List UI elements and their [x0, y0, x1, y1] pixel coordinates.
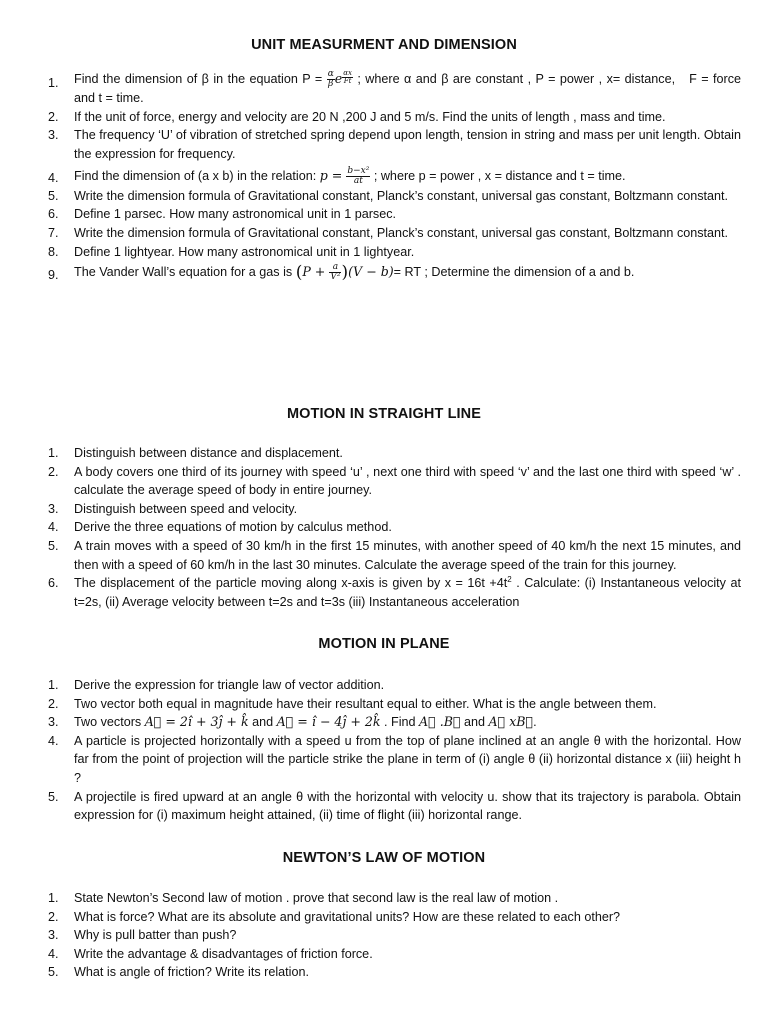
question-item: 4. Find the dimension of (a x b) in the relation: p = $\frac{\text{b−x²}}{at}$ ; where p = power , x = distance and t = time.	[48, 165, 626, 186]
section-title-unit: UNIT MEASURMENT AND DIMENSION	[251, 37, 517, 53]
question-item: 4. Derive the three equations of motion by calculus method.	[48, 520, 392, 535]
section-title-newton: NEWTON’S LAW OF MOTION	[282, 850, 486, 866]
question-list-unit	[0, 68, 768, 282]
section-title-motion-plane: MOTION IN PLANE	[318, 636, 450, 652]
question-item: 1. Derive the expression for triangle law of vector addition.	[48, 678, 385, 692]
question-item: 2. A body covers one third of its journey with speed ‘u’ , next one third with speed ‘v’ and the last one third with speed ‘w’ . calculate the average speed of body in entire journey.	[48, 464, 741, 498]
question-item: 5. What is angle of friction? Write its relation.	[48, 965, 309, 980]
question-item: 3. Two vectors A⃗ = 2î + 3ĵ + k̂ and A⃗ = î − 4ĵ + 2k̂ . Find A⃗ .B⃗ and A⃗ xB⃗.	[48, 714, 537, 730]
question-item: 1. Distinguish between distance and displacement.	[48, 446, 343, 460]
question-item: 3. The frequency ‘U’ of vibration of stretched spring depend upon length, tension in string and mass per unit length. Obtain the expression for frequency.	[48, 128, 741, 161]
question-item: 4. Write the advantage & disadvantages of friction force.	[48, 946, 373, 961]
question-list-newton	[0, 889, 768, 982]
question-item: 5. A projectile is fired upward at an angle θ with the horizontal with velocity u. show that its trajectory is parabola. Obtain expression for (i) maximum height attained, (ii) time of flight (iii) horizontal range.	[48, 789, 741, 823]
question-item: 5. A train moves with a speed of 30 km/h in the first 15 minutes, with another speed of 40 km/h the next 15 minutes, and then with a speed of 60 km/h in the last 30 minutes. Calculate the average speed of the train for this journey.	[48, 538, 741, 572]
question-item: 8. Define 1 lightyear. How many astronomical unit in 1 lightyear.	[48, 244, 415, 259]
formula-fraction: $\frac{\alpha}{\beta}$	[327, 69, 334, 90]
question-item: 2. If the unit of force, energy and velocity are 20 N ,200 J and 5 m/s. Find the units of length , mass and time.	[48, 109, 666, 124]
formula-exponent: $\frac{\alpha x}{Ft}$	[343, 69, 352, 85]
question-item: 7. Write the dimension formula of Gravitational constant, Planck’s constant, universal gas constant, Boltzmann constant.	[48, 225, 729, 240]
section-title-straight-line: MOTION IN STRAIGHT LINE	[286, 406, 481, 422]
formula-fraction: $\frac{\text{b−x²}}{at}$	[347, 165, 370, 186]
question-item: 9. The Vander Wall’s equation for a gas is (P + $\frac{a}{\text{V²}}$ )(V − b)= RT ; Determine the dimension of a and b.	[48, 262, 635, 283]
question-item: 4. A particle is projected horizontally with a speed u from the top of plane inclined at an angle θ with the horizontal. How far from the point of projection will the particle strike the plane in term of (i) angle θ (ii) horizontal distance x (iii) height h ?	[48, 733, 741, 785]
question-item: 2. Two vector both equal in magnitude have their resultant equal to either. What is the angle between them.	[48, 696, 657, 711]
question-list-straight-line	[0, 444, 768, 611]
formula-fraction: $\frac{a}{\text{V²}}$	[330, 262, 341, 283]
question-item: 6. The displacement of the particle moving along x-axis is given by $x = 16t +4t^2$ . Calculate: (i) Instantaneous velocity at t=2s, (ii) Average velocity between t=2s and t=3s (iii) Instantaneous acceleration	[48, 574, 741, 609]
question-item: 3. Distinguish between speed and velocity.	[48, 501, 298, 516]
question-item: 3. Why is pull batter than push?	[48, 928, 237, 943]
question-item: 2. What is force? What are its absolute and gravitational units? How are these related to each other?	[48, 909, 621, 924]
question-item: 1. State Newton’s Second law of motion . prove that second law is the real law of motion .	[48, 891, 559, 905]
question-item: 1. Find the dimension of β in the equation P = $\frac{\alpha}{\beta}$ e $\frac{\alpha x}{Ft}$ ; where α and β are constant , P = power , x= distance, F = force and t = time.	[48, 69, 741, 106]
question-item: 5. Write the dimension formula of Gravitational constant, Planck’s constant, universal gas constant, Boltzmann constant.	[48, 188, 729, 203]
question-item: 6. Define 1 parsec. How many astronomical unit in 1 parsec.	[48, 207, 396, 222]
question-list-motion-plane	[0, 676, 768, 825]
